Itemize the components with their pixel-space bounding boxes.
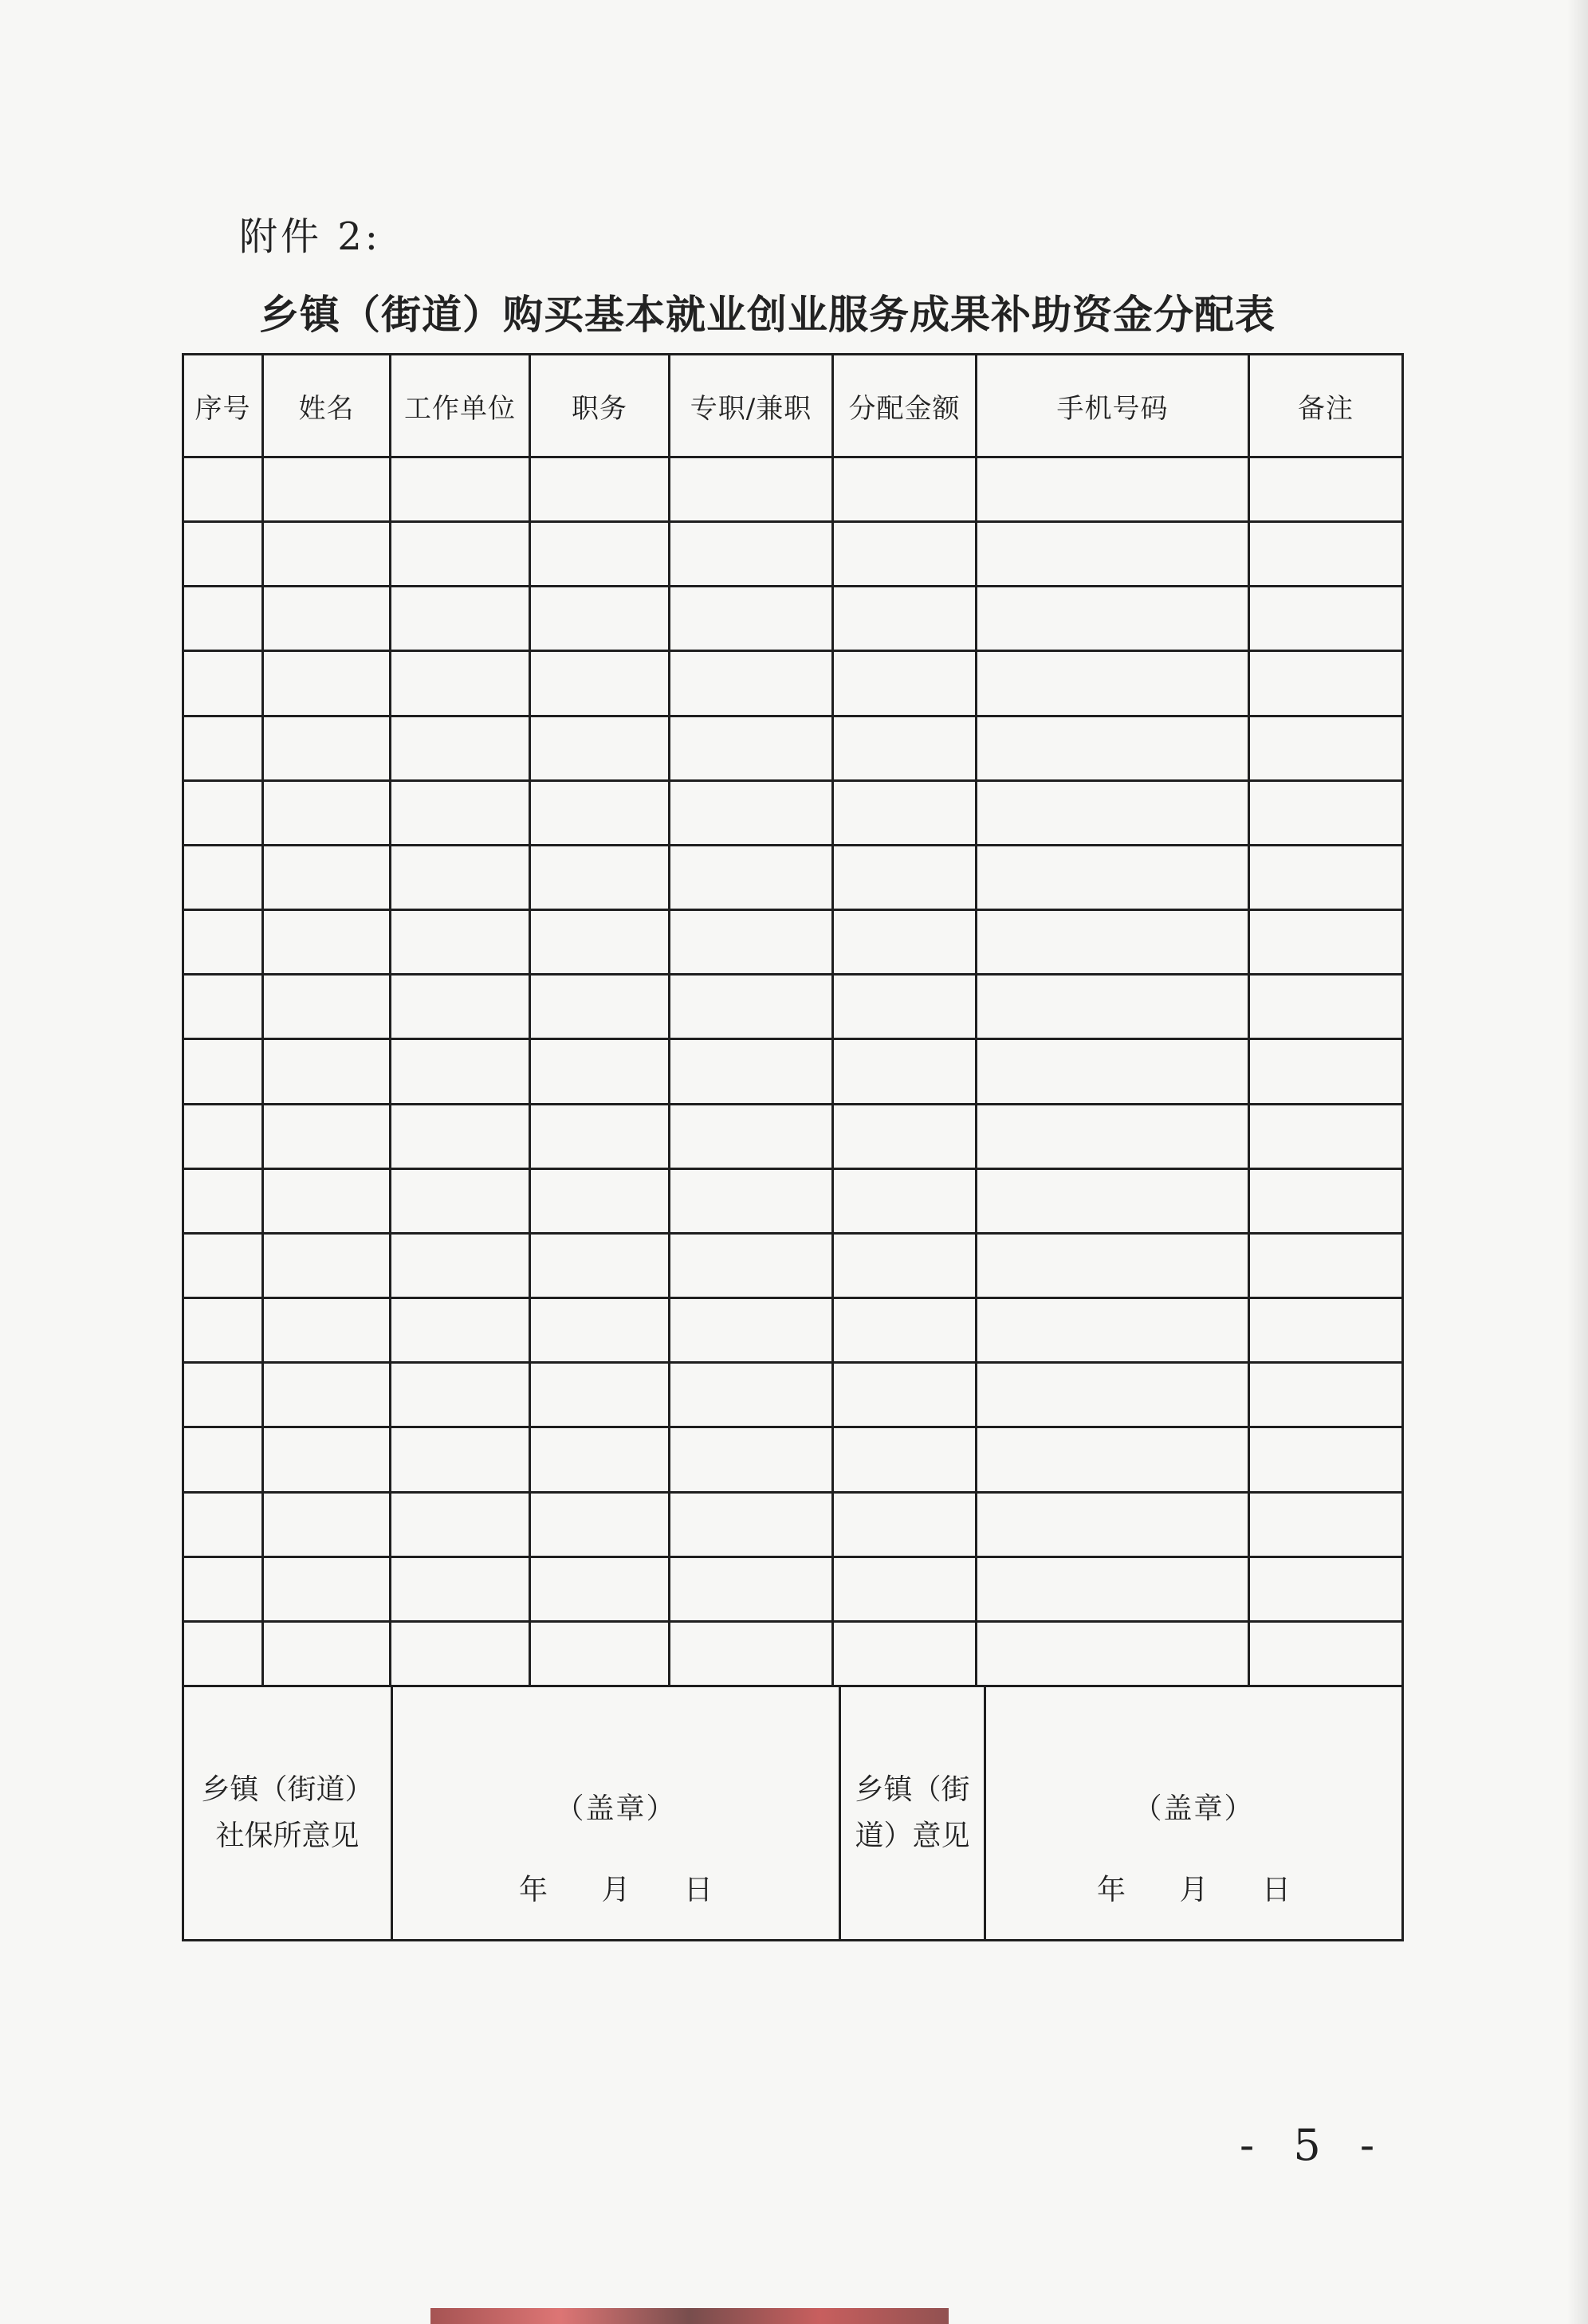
table-cell-allocated-amount bbox=[833, 1298, 977, 1363]
table-cell-allocated-amount bbox=[833, 1233, 977, 1297]
township-seal-area bbox=[986, 1687, 1401, 1939]
table-cell-serial-number bbox=[183, 716, 263, 780]
table-cell-work-unit bbox=[391, 1621, 530, 1686]
table-cell-remarks bbox=[1249, 1233, 1403, 1297]
table-cell-mobile-number bbox=[977, 716, 1249, 780]
table-cell-position bbox=[530, 910, 670, 975]
table-row bbox=[183, 1039, 1403, 1104]
table-cell-mobile-number bbox=[977, 1557, 1249, 1621]
table-cell-position bbox=[530, 1104, 670, 1168]
table-cell-position bbox=[530, 1363, 670, 1427]
table-cell-work-unit bbox=[391, 975, 530, 1039]
table-cell-name bbox=[263, 457, 391, 522]
table-cell-employment-type bbox=[670, 1621, 833, 1686]
table-cell-remarks bbox=[1249, 457, 1403, 522]
table-cell-name bbox=[263, 522, 391, 587]
table-cell-allocated-amount bbox=[833, 716, 977, 780]
table-cell-employment-type bbox=[670, 651, 833, 716]
table-cell-position bbox=[530, 457, 670, 522]
table-cell-employment-type bbox=[670, 1168, 833, 1233]
table-cell-work-unit bbox=[391, 1298, 530, 1363]
date-month-label: 月 bbox=[1179, 1874, 1209, 1906]
table-cell-mobile-number bbox=[977, 457, 1249, 522]
table-row bbox=[183, 910, 1403, 975]
table-row bbox=[183, 1363, 1403, 1427]
table-row bbox=[183, 1557, 1403, 1621]
table-cell-position bbox=[530, 651, 670, 716]
table-cell-serial-number bbox=[183, 780, 263, 845]
table-row bbox=[183, 1104, 1403, 1168]
table-cell-mobile-number bbox=[977, 1298, 1249, 1363]
table-cell-position bbox=[530, 1427, 670, 1492]
table-cell-position bbox=[530, 780, 670, 845]
table-cell-employment-type bbox=[670, 1492, 833, 1557]
table-cell-position bbox=[530, 1233, 670, 1297]
table-cell-allocated-amount bbox=[833, 457, 977, 522]
table-cell-remarks bbox=[1249, 1168, 1403, 1233]
date-day-label: 日 bbox=[1261, 1874, 1291, 1906]
table-cell-mobile-number bbox=[977, 910, 1249, 975]
township-opinion-label-cell bbox=[840, 1686, 985, 1941]
table-row bbox=[183, 1298, 1403, 1363]
table-cell-mobile-number bbox=[977, 587, 1249, 651]
table-cell-allocated-amount bbox=[833, 845, 977, 909]
table-cell-work-unit bbox=[391, 1557, 530, 1621]
table-cell-serial-number bbox=[183, 1039, 263, 1104]
signoff-row bbox=[183, 1686, 1403, 1941]
header-work-unit: 工作单位 bbox=[391, 355, 530, 457]
table-cell-name bbox=[263, 1233, 391, 1297]
table-cell-work-unit bbox=[391, 716, 530, 780]
header-serial-number: 序号 bbox=[183, 355, 263, 457]
social-security-seal-text: （盖章） bbox=[555, 1792, 677, 1825]
table-row bbox=[183, 1621, 1403, 1686]
table-cell-mobile-number bbox=[977, 1492, 1249, 1557]
table-cell-remarks bbox=[1249, 1298, 1403, 1363]
township-date bbox=[986, 1867, 1401, 1908]
table-cell-remarks bbox=[1249, 1557, 1403, 1621]
table-cell-name bbox=[263, 716, 391, 780]
table-cell-mobile-number bbox=[977, 845, 1249, 909]
page-title: 乡镇（街道）购买基本就业创业服务成果补助资金分配表 bbox=[259, 291, 1276, 338]
table-cell-serial-number bbox=[183, 651, 263, 716]
table-cell-allocated-amount bbox=[833, 1427, 977, 1492]
header-remarks: 备注 bbox=[1249, 355, 1403, 457]
table-row bbox=[183, 651, 1403, 716]
table-cell-employment-type bbox=[670, 780, 833, 845]
table-cell-remarks bbox=[1249, 651, 1403, 716]
header-name: 姓名 bbox=[263, 355, 391, 457]
table-cell-serial-number bbox=[183, 910, 263, 975]
table-cell-serial-number bbox=[183, 1621, 263, 1686]
table-cell-work-unit bbox=[391, 1363, 530, 1427]
table-cell-work-unit bbox=[391, 587, 530, 651]
table-cell-mobile-number bbox=[977, 1104, 1249, 1168]
table-cell-allocated-amount bbox=[833, 1168, 977, 1233]
table-cell-serial-number bbox=[183, 522, 263, 587]
table-cell-mobile-number bbox=[977, 1621, 1249, 1686]
table-cell-work-unit bbox=[391, 1427, 530, 1492]
table-cell-position bbox=[530, 1492, 670, 1557]
table-cell-employment-type bbox=[670, 1557, 833, 1621]
table-cell-allocated-amount bbox=[833, 651, 977, 716]
table-cell-work-unit bbox=[391, 1104, 530, 1168]
social-security-date bbox=[393, 1867, 839, 1908]
table-cell-work-unit bbox=[391, 522, 530, 587]
header-allocated-amount: 分配金额 bbox=[833, 355, 977, 457]
header-employment-type: 专职/兼职 bbox=[670, 355, 833, 457]
table-cell-serial-number bbox=[183, 1168, 263, 1233]
table-cell-allocated-amount bbox=[833, 1621, 977, 1686]
table-cell-allocated-amount bbox=[833, 975, 977, 1039]
attachment-label: 附件 2: bbox=[239, 214, 381, 259]
table-cell-work-unit bbox=[391, 910, 530, 975]
table-cell-employment-type bbox=[670, 587, 833, 651]
table-row bbox=[183, 457, 1403, 522]
table-row bbox=[183, 1492, 1403, 1557]
table-cell-serial-number bbox=[183, 1557, 263, 1621]
allocation-table bbox=[182, 353, 1404, 1687]
table-cell-work-unit bbox=[391, 1492, 530, 1557]
table-cell-serial-number bbox=[183, 1363, 263, 1427]
table-cell-mobile-number bbox=[977, 1039, 1249, 1104]
township-seal-text: （盖章） bbox=[1133, 1792, 1255, 1825]
table-cell-mobile-number bbox=[977, 1427, 1249, 1492]
table-cell-position bbox=[530, 1557, 670, 1621]
table-cell-allocated-amount bbox=[833, 522, 977, 587]
table-cell-name bbox=[263, 975, 391, 1039]
table-cell-allocated-amount bbox=[833, 1557, 977, 1621]
table-cell-name bbox=[263, 1621, 391, 1686]
table-cell-remarks bbox=[1249, 1427, 1403, 1492]
table-cell-position bbox=[530, 1168, 670, 1233]
table-cell-employment-type bbox=[670, 1233, 833, 1297]
table-cell-name bbox=[263, 1039, 391, 1104]
table-cell-name bbox=[263, 1492, 391, 1557]
table-cell-mobile-number bbox=[977, 522, 1249, 587]
table-cell-mobile-number bbox=[977, 1233, 1249, 1297]
table-cell-employment-type bbox=[670, 522, 833, 587]
table-cell-serial-number bbox=[183, 1492, 263, 1557]
table-cell-position bbox=[530, 587, 670, 651]
social-security-opinion-label-cell bbox=[183, 1686, 392, 1941]
table-cell-name bbox=[263, 1363, 391, 1427]
table-cell-work-unit bbox=[391, 1168, 530, 1233]
date-month-label: 月 bbox=[601, 1874, 631, 1906]
table-cell-remarks bbox=[1249, 1621, 1403, 1686]
table-cell-remarks bbox=[1249, 1039, 1403, 1104]
table-cell-remarks bbox=[1249, 522, 1403, 587]
table-cell-remarks bbox=[1249, 716, 1403, 780]
table-cell-remarks bbox=[1249, 910, 1403, 975]
table-cell-remarks bbox=[1249, 975, 1403, 1039]
table-cell-remarks bbox=[1249, 780, 1403, 845]
table-cell-allocated-amount bbox=[833, 1363, 977, 1427]
table-cell-mobile-number bbox=[977, 1363, 1249, 1427]
date-year-label: 年 bbox=[1097, 1874, 1126, 1906]
table-cell-employment-type bbox=[670, 1427, 833, 1492]
table-cell-position bbox=[530, 1621, 670, 1686]
table-cell-allocated-amount bbox=[833, 910, 977, 975]
table-cell-position bbox=[530, 716, 670, 780]
table-cell-employment-type bbox=[670, 1363, 833, 1427]
table-cell-work-unit bbox=[391, 1233, 530, 1297]
table-cell-remarks bbox=[1249, 1363, 1403, 1427]
table-cell-mobile-number bbox=[977, 780, 1249, 845]
social-security-seal-area bbox=[393, 1687, 839, 1939]
table-cell-serial-number bbox=[183, 845, 263, 909]
table-cell-allocated-amount bbox=[833, 1104, 977, 1168]
table-header-row bbox=[183, 355, 1403, 457]
table-cell-remarks bbox=[1249, 1492, 1403, 1557]
table-cell-serial-number bbox=[183, 1104, 263, 1168]
table-row bbox=[183, 1168, 1403, 1233]
table-cell-name bbox=[263, 651, 391, 716]
table-row bbox=[183, 716, 1403, 780]
table-cell-employment-type bbox=[670, 457, 833, 522]
table-cell-employment-type bbox=[670, 1298, 833, 1363]
social-security-seal-cell bbox=[392, 1686, 840, 1941]
table-cell-serial-number bbox=[183, 587, 263, 651]
table-row bbox=[183, 975, 1403, 1039]
table-cell-mobile-number bbox=[977, 651, 1249, 716]
table-cell-name bbox=[263, 1104, 391, 1168]
date-year-label: 年 bbox=[519, 1874, 548, 1906]
table-cell-allocated-amount bbox=[833, 1492, 977, 1557]
table-cell-mobile-number bbox=[977, 975, 1249, 1039]
bottom-edge-decoration bbox=[430, 2308, 949, 2324]
table-cell-serial-number bbox=[183, 1233, 263, 1297]
table-cell-employment-type bbox=[670, 1039, 833, 1104]
table-cell-allocated-amount bbox=[833, 587, 977, 651]
social-security-opinion-label: 乡镇（街道）社保所意见 bbox=[201, 1773, 374, 1852]
table-cell-name bbox=[263, 1298, 391, 1363]
table-cell-position bbox=[530, 975, 670, 1039]
table-cell-name bbox=[263, 845, 391, 909]
table-cell-position bbox=[530, 1298, 670, 1363]
table-cell-position bbox=[530, 845, 670, 909]
table-cell-name bbox=[263, 1427, 391, 1492]
table-cell-employment-type bbox=[670, 910, 833, 975]
table-cell-name bbox=[263, 1168, 391, 1233]
table-cell-employment-type bbox=[670, 975, 833, 1039]
table-cell-position bbox=[530, 1039, 670, 1104]
page-number: - 5 - bbox=[1240, 2120, 1388, 2170]
table-cell-allocated-amount bbox=[833, 1039, 977, 1104]
table-cell-work-unit bbox=[391, 845, 530, 909]
table-cell-position bbox=[530, 522, 670, 587]
allocation-table-container bbox=[182, 353, 1401, 1939]
table-cell-name bbox=[263, 587, 391, 651]
header-position: 职务 bbox=[530, 355, 670, 457]
signoff-table bbox=[182, 1685, 1404, 1941]
date-day-label: 日 bbox=[683, 1874, 713, 1906]
header-mobile-number: 手机号码 bbox=[977, 355, 1249, 457]
table-cell-name bbox=[263, 1557, 391, 1621]
table-cell-work-unit bbox=[391, 651, 530, 716]
table-cell-mobile-number bbox=[977, 1168, 1249, 1233]
table-cell-name bbox=[263, 780, 391, 845]
table-cell-remarks bbox=[1249, 1104, 1403, 1168]
table-cell-serial-number bbox=[183, 975, 263, 1039]
table-cell-name bbox=[263, 910, 391, 975]
table-cell-work-unit bbox=[391, 1039, 530, 1104]
table-cell-employment-type bbox=[670, 845, 833, 909]
table-cell-work-unit bbox=[391, 457, 530, 522]
table-cell-employment-type bbox=[670, 1104, 833, 1168]
table-row bbox=[183, 1233, 1403, 1297]
table-body bbox=[183, 457, 1403, 1686]
table-row bbox=[183, 522, 1403, 587]
table-cell-serial-number bbox=[183, 1427, 263, 1492]
table-row bbox=[183, 845, 1403, 909]
table-row bbox=[183, 587, 1403, 651]
township-opinion-label: 乡镇（街道）意见 bbox=[855, 1773, 970, 1852]
table-row bbox=[183, 1427, 1403, 1492]
table-cell-remarks bbox=[1249, 845, 1403, 909]
table-cell-remarks bbox=[1249, 587, 1403, 651]
table-cell-allocated-amount bbox=[833, 780, 977, 845]
table-cell-serial-number bbox=[183, 1298, 263, 1363]
table-cell-work-unit bbox=[391, 780, 530, 845]
page-edge-shadow bbox=[1567, 0, 1588, 2324]
township-seal-cell bbox=[985, 1686, 1403, 1941]
table-cell-employment-type bbox=[670, 716, 833, 780]
table-row bbox=[183, 780, 1403, 845]
table-cell-serial-number bbox=[183, 457, 263, 522]
